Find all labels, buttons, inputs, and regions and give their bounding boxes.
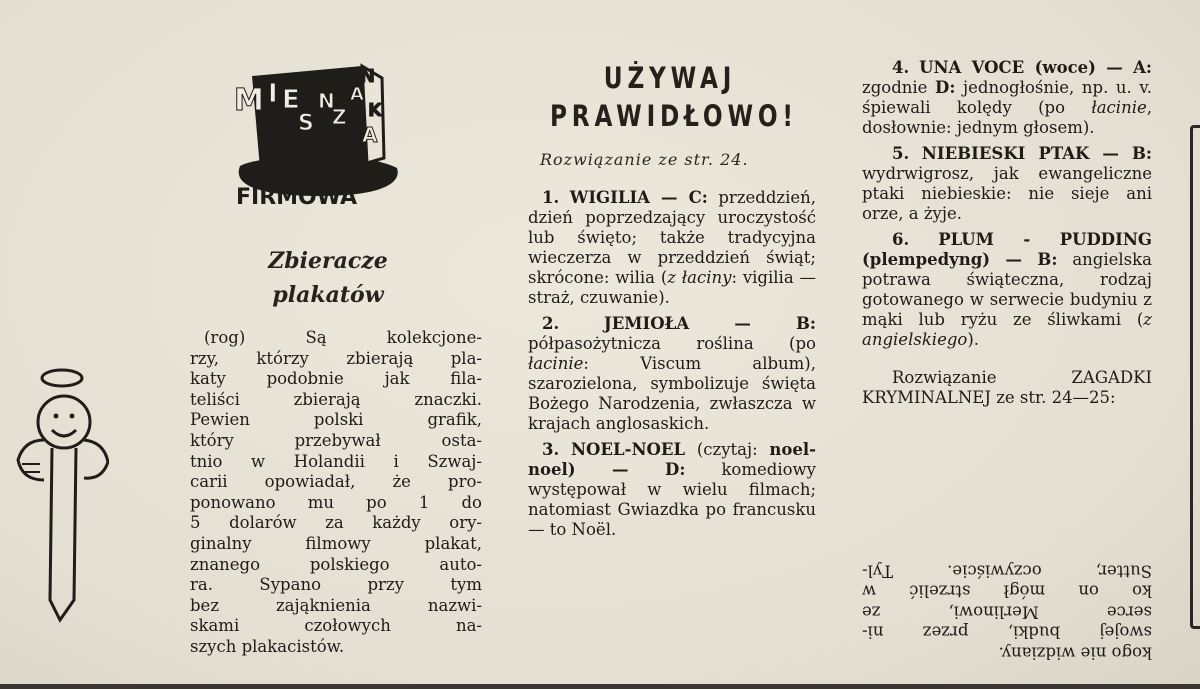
article-line: carii opowiadał, że pro-	[190, 472, 482, 492]
article-title-line2: plakatów	[272, 282, 384, 308]
article-line: który przebywał osta-	[190, 430, 482, 450]
svg-text:E: E	[282, 85, 300, 115]
svg-text:K: K	[368, 100, 382, 121]
article-line: ponowano mu po 1 do	[190, 492, 482, 512]
article-line: katy podobnie jak fila-	[190, 369, 482, 389]
svg-text:Z: Z	[332, 105, 347, 129]
adjacent-column-frame	[1190, 125, 1200, 629]
article-line: 5 dolarów za każdy ory-	[190, 513, 482, 533]
page-bottom-edge	[0, 684, 1200, 689]
article-line: znanego polskiego auto-	[190, 554, 482, 574]
svg-text:N: N	[318, 89, 335, 113]
left-article-body	[190, 328, 482, 658]
upside-down-answer	[862, 560, 1152, 663]
entry-4: 4. UNA VOCE (woce) — A: zgodnie D: jednogłośnie, np. u. v. śpiewali kolędy (po łacinie, dosłownie: jednym głosem).	[862, 58, 1152, 137]
article-line: Pewien polski grafik,	[190, 410, 482, 430]
article-line: tnio w Holandii i Szwaj-	[190, 451, 482, 471]
upside-line: serce Merlinowi, ze	[862, 602, 1152, 622]
middle-subtitle: Rozwiązanie ze str. 24.	[540, 150, 749, 169]
middle-title-line1: UŻYWAJ	[603, 61, 737, 95]
svg-text:S: S	[298, 111, 314, 136]
middle-entries	[528, 188, 816, 546]
svg-text:N: N	[360, 66, 376, 87]
article-line: (rog) Są kolekcjone-	[204, 328, 482, 347]
upside-line: swojej budki, przez ni-	[862, 623, 1152, 642]
mieszanka-firmowa-logo	[232, 58, 407, 210]
article-line: bez zająknienia nazwi-	[190, 595, 482, 615]
article-line: teliści zbierają znaczki.	[190, 389, 482, 409]
svg-text:M: M	[234, 83, 264, 118]
svg-text:A: A	[362, 123, 378, 147]
entry-2: 2. JEMIOŁA — B: półpasożytnicza roślina (po łacinie: Viscum album), szarozielona, symbolizuje święta Bożego Narodzenia, zwłaszcza w krajach anglosaskich.	[528, 314, 817, 433]
article-line: szych plakacistów.	[190, 636, 345, 656]
middle-title-line2: PRAWIDŁOWO!	[550, 99, 798, 133]
crime-puzzle-solution-intro: Rozwiązanie ZAGADKI KRYMINALNEJ ze str. 24—25:	[862, 368, 1152, 407]
entry-6: 6. PLUM - PUDDING (plempedyng) — B: angielska potrawa świąteczna, rodzaj gotowanego w serwecie budyniu z mąki lub ryżu ze śliwkami (z angielskiego).	[862, 230, 1152, 349]
article-line: skami czołowych na-	[190, 616, 482, 636]
entry-3: 3. NOEL-NOEL (czytaj: noel-noel) — D: komediowy występował w wielu filmach; natomiast Gwiazdka po francusku — to Noël.	[528, 440, 817, 539]
right-entries	[862, 58, 1152, 414]
entry-1: 1. WIGILIA — C: przeddzień, dzień poprzedzający uroczystość lub święto; także tradycyjna wieczerza w przeddzień świąt; skrócone: wilia (z łaciny: vigilia — straż, czuwanie).	[528, 188, 817, 307]
article-line: ginalny filmowy plakat,	[190, 533, 482, 553]
upside-line: ko on mógł strzelić w	[862, 582, 1152, 601]
upside-line: kogo nie widziany.	[998, 643, 1152, 663]
svg-text:I: I	[268, 79, 278, 109]
logo-brand-text: FIRMOWA	[236, 185, 358, 210]
angel-doodle-icon	[14, 360, 109, 660]
article-line: ra. Sypano przy tym	[190, 575, 482, 595]
article-title-line1: Zbieracze	[268, 248, 388, 274]
upside-line: Sutter, oczywiście. Tyl-	[862, 561, 1152, 581]
entry-5: 5. NIEBIESKI PTAK — B: wydrwigrosz, jak ewangeliczne ptaki niebieskie: nie sieje ani orze, a żyje.	[862, 144, 1152, 223]
article-line: rzy, którzy zbierają pla-	[190, 348, 482, 368]
svg-text:A: A	[350, 84, 364, 105]
